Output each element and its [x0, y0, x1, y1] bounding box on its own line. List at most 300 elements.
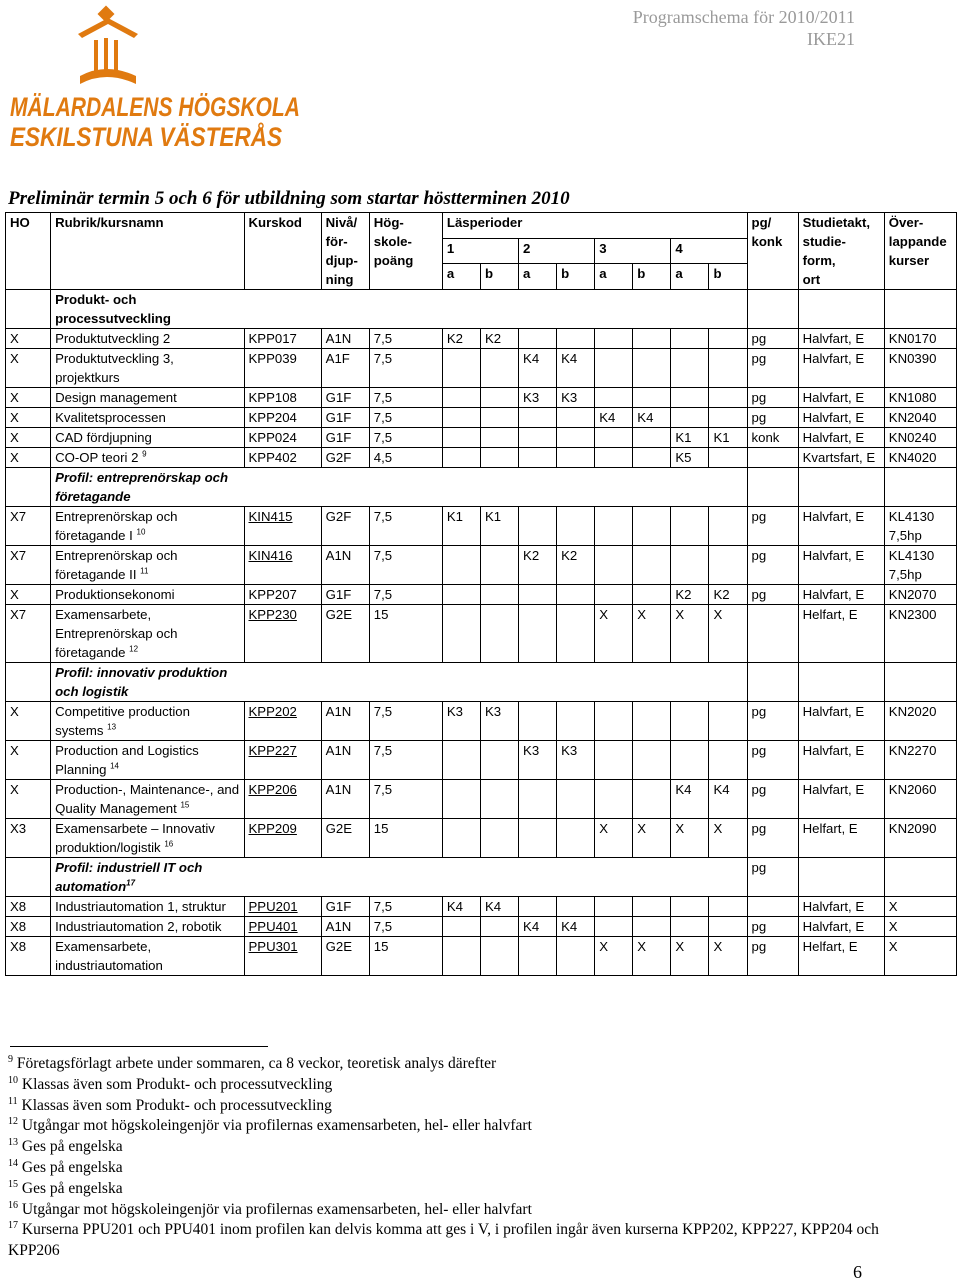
table-row — [6, 408, 957, 428]
cell-period — [480, 819, 518, 858]
course-name: Production-, Maintenance-, and Quality Management — [55, 782, 240, 816]
cell-period: K2 — [557, 546, 595, 585]
cell-period — [442, 349, 480, 388]
section-title — [51, 663, 747, 702]
footnotes — [8, 1054, 908, 1262]
cell-period — [442, 937, 480, 976]
cell-period — [557, 937, 595, 976]
cell-period — [480, 448, 518, 468]
cell-period — [671, 507, 709, 546]
cell-period — [595, 507, 633, 546]
period-3: 3 — [595, 238, 671, 264]
cell-period — [557, 329, 595, 349]
course-name: CAD fördjupning — [55, 430, 152, 445]
cell-pg — [747, 448, 798, 468]
cell-period — [442, 448, 480, 468]
cell-pg: pg — [747, 780, 798, 819]
cell-period — [519, 819, 557, 858]
course-name: Production and Logistics Planning — [55, 743, 199, 777]
cell-period — [442, 605, 480, 663]
cell-period — [595, 917, 633, 937]
cell-credits: 7,5 — [369, 388, 442, 408]
footnote-number: 17 — [8, 1220, 18, 1232]
col-pg: pg/ konk — [747, 213, 798, 290]
cell-period: X — [709, 937, 747, 976]
cell-overlap: KN4020 — [884, 448, 956, 468]
section-row — [6, 468, 957, 507]
cell-ho: X3 — [6, 819, 51, 858]
footnote-text: Ges på engelska — [21, 1138, 123, 1156]
cell-ho — [6, 663, 51, 702]
logo-line-1: MÄLARDALENS HÖGSKOLA — [10, 92, 300, 122]
cell-period: X — [633, 819, 671, 858]
table-row — [6, 819, 957, 858]
cell-period — [671, 349, 709, 388]
cell-pg: pg — [747, 819, 798, 858]
cell-ho — [6, 468, 51, 507]
cell-period: K3 — [442, 702, 480, 741]
cell-overlap — [884, 663, 956, 702]
cell-pg — [747, 605, 798, 663]
cell-course-code: KPP209 — [244, 819, 321, 858]
cell-course-code: KIN415 — [244, 507, 321, 546]
cell-period — [671, 408, 709, 428]
cell-period — [480, 349, 518, 388]
cell-period: X — [671, 937, 709, 976]
sub-period: a — [671, 264, 709, 290]
table-header — [6, 213, 957, 290]
period-4: 4 — [671, 238, 747, 264]
cell-period: K4 — [709, 780, 747, 819]
cell-course-code: KPP024 — [244, 428, 321, 448]
cell-period: K1 — [671, 428, 709, 448]
cell-credits: 7,5 — [369, 780, 442, 819]
cell-pg: pg — [747, 349, 798, 388]
cell-period — [709, 917, 747, 937]
cell-level: G2E — [321, 819, 369, 858]
cell-period — [442, 741, 480, 780]
cell-level: G1F — [321, 897, 369, 917]
footnote-ref: 14 — [110, 761, 119, 771]
col-credits: Hög- skole- poäng — [369, 213, 442, 290]
cell-credits: 7,5 — [369, 428, 442, 448]
cell-course-name — [51, 741, 244, 780]
cell-period: K4 — [633, 408, 671, 428]
table-row — [6, 349, 957, 388]
cell-credits: 7,5 — [369, 546, 442, 585]
cell-study-form: Halvfart, E — [798, 408, 884, 428]
cell-period — [595, 585, 633, 605]
cell-period — [709, 329, 747, 349]
cell-study-form: Halvfart, E — [798, 428, 884, 448]
footnote-text: Utgångar mot högskoleingenjör via profilernas examensarbeten, hel- eller halvfart — [21, 1200, 532, 1218]
cell-course-name — [51, 349, 244, 388]
footnote — [8, 1096, 908, 1117]
cell-pg: konk — [747, 428, 798, 448]
cell-period: K3 — [557, 741, 595, 780]
footnote-ref: 16 — [164, 839, 174, 849]
cell-course-name — [51, 585, 244, 605]
cell-ho: X — [6, 585, 51, 605]
sub-period: b — [633, 264, 671, 290]
cell-period — [480, 780, 518, 819]
cell-pg — [747, 897, 798, 917]
cell-course-name — [51, 937, 244, 976]
cell-course-code: PPU401 — [244, 917, 321, 937]
cell-ho: X — [6, 428, 51, 448]
cell-period — [480, 937, 518, 976]
cell-period — [633, 428, 671, 448]
cell-study-form: Halvfart, E — [798, 702, 884, 741]
cell-course-code: KPP039 — [244, 349, 321, 388]
cell-period: K5 — [671, 448, 709, 468]
cell-study-form: Halvfart, E — [798, 329, 884, 349]
footnote-text: Klassas även som Produkt- och processutveckling — [21, 1096, 332, 1114]
cell-period — [709, 349, 747, 388]
cell-overlap: X — [884, 897, 956, 917]
program-title: Programschema för 2010/2011 — [632, 7, 855, 27]
cell-period: K2 — [480, 329, 518, 349]
cell-pg: pg — [747, 917, 798, 937]
cell-period — [709, 507, 747, 546]
footnote-divider — [10, 1046, 268, 1047]
cell-credits: 7,5 — [369, 741, 442, 780]
cell-overlap: KL4130 7,5hp — [884, 507, 956, 546]
cell-level: A1N — [321, 702, 369, 741]
cell-level: G2F — [321, 448, 369, 468]
cell-period — [519, 448, 557, 468]
cell-period — [442, 917, 480, 937]
cell-credits: 15 — [369, 937, 442, 976]
cell-period: X — [595, 819, 633, 858]
section-title-text: Profil: entreprenörskap och företagande — [55, 470, 229, 504]
logo-line-2: ESKILSTUNA VÄSTERÅS — [10, 122, 337, 152]
section-title — [51, 290, 747, 329]
cell-period — [633, 448, 671, 468]
footnote — [8, 1200, 908, 1221]
table-row — [6, 546, 957, 585]
cell-course-code: PPU201 — [244, 897, 321, 917]
table-row — [6, 702, 957, 741]
cell-period — [595, 388, 633, 408]
cell-credits: 7,5 — [369, 585, 442, 605]
period-1: 1 — [442, 238, 518, 264]
cell-pg: pg — [747, 408, 798, 428]
cell-credits: 7,5 — [369, 349, 442, 388]
course-schedule-table — [5, 212, 957, 976]
cell-period — [671, 897, 709, 917]
cell-ho: X — [6, 741, 51, 780]
col-periods: Läsperioder — [442, 213, 747, 239]
cell-period — [557, 507, 595, 546]
cell-period — [519, 897, 557, 917]
cell-period — [557, 605, 595, 663]
table-row — [6, 897, 957, 917]
table-row — [6, 585, 957, 605]
table-row — [6, 507, 957, 546]
cell-period: K1 — [480, 507, 518, 546]
cell-period: X — [595, 937, 633, 976]
cell-period — [557, 702, 595, 741]
cell-period — [557, 819, 595, 858]
cell-ho: X7 — [6, 605, 51, 663]
cell-period — [480, 428, 518, 448]
course-name: Industriautomation 2, robotik — [55, 919, 222, 934]
cell-credits: 7,5 — [369, 408, 442, 428]
footnote-text: Utgångar mot högskoleingenjör via profilernas examensarbeten, hel- eller halvfart — [21, 1117, 532, 1135]
cell-period — [671, 917, 709, 937]
cell-ho: X8 — [6, 897, 51, 917]
cell-period: X — [709, 819, 747, 858]
cell-ho — [6, 858, 51, 897]
cell-course-name — [51, 917, 244, 937]
cell-pg — [747, 468, 798, 507]
col-level: Nivå/ för- djup- ning — [321, 213, 369, 290]
footnote — [8, 1054, 908, 1075]
course-name: Produktutveckling 3, projektkurs — [55, 351, 174, 385]
course-name: Design management — [55, 390, 177, 405]
cell-overlap: KN2300 — [884, 605, 956, 663]
cell-ho: X — [6, 408, 51, 428]
cell-overlap: KN2040 — [884, 408, 956, 428]
cell-overlap: X — [884, 917, 956, 937]
footnote-number: 15 — [8, 1178, 18, 1190]
cell-period — [442, 819, 480, 858]
cell-overlap — [884, 858, 956, 897]
cell-credits: 7,5 — [369, 702, 442, 741]
cell-level: A1N — [321, 741, 369, 780]
cell-period — [595, 349, 633, 388]
cell-credits: 7,5 — [369, 329, 442, 349]
cell-study-form: Halvfart, E — [798, 349, 884, 388]
cell-period — [595, 780, 633, 819]
footnote-text: Ges på engelska — [21, 1179, 123, 1197]
cell-period: K4 — [480, 897, 518, 917]
cell-period: K2 — [442, 329, 480, 349]
cell-period: X — [709, 605, 747, 663]
cell-period — [709, 448, 747, 468]
cell-course-name — [51, 388, 244, 408]
section-title-text: Profil: innovativ produktion och logistik — [55, 665, 228, 699]
cell-course-code: KPP108 — [244, 388, 321, 408]
cell-overlap: KN2090 — [884, 819, 956, 858]
cell-period — [633, 780, 671, 819]
cell-period — [595, 428, 633, 448]
cell-course-name — [51, 605, 244, 663]
footnote-ref: 13 — [107, 722, 117, 732]
cell-period — [633, 917, 671, 937]
cell-period — [709, 741, 747, 780]
cell-credits: 7,5 — [369, 897, 442, 917]
course-name: Examensarbete, Entreprenörskap och företagande — [55, 607, 178, 660]
cell-study-form: Halvfart, E — [798, 585, 884, 605]
cell-ho: X8 — [6, 917, 51, 937]
cell-course-name — [51, 702, 244, 741]
cell-period — [480, 585, 518, 605]
cell-period: K4 — [557, 917, 595, 937]
cell-period — [671, 388, 709, 408]
cell-period — [671, 546, 709, 585]
cell-course-code: KPP227 — [244, 741, 321, 780]
table-row — [6, 937, 957, 976]
footnote — [8, 1220, 908, 1262]
footnote-number: 14 — [8, 1157, 18, 1169]
page-header — [633, 6, 855, 50]
cell-ho: X — [6, 388, 51, 408]
cell-course-code: KPP017 — [244, 329, 321, 349]
cell-pg: pg — [747, 546, 798, 585]
cell-course-name — [51, 819, 244, 858]
cell-overlap: KN0170 — [884, 329, 956, 349]
cell-period — [633, 702, 671, 741]
cell-period — [633, 329, 671, 349]
cell-course-name — [51, 428, 244, 448]
cell-pg: pg — [747, 937, 798, 976]
footnote-ref: 15 — [180, 800, 190, 810]
cell-period: K3 — [557, 388, 595, 408]
cell-period — [671, 329, 709, 349]
cell-period — [595, 897, 633, 917]
section-title-text: Produkt- och processutveckling — [55, 292, 171, 326]
cell-course-name — [51, 507, 244, 546]
sub-period: b — [557, 264, 595, 290]
cell-period — [480, 408, 518, 428]
cell-period — [633, 897, 671, 917]
cell-level: A1F — [321, 349, 369, 388]
section-row — [6, 858, 957, 897]
section-title — [51, 858, 747, 897]
cell-period — [557, 780, 595, 819]
cell-ho: X — [6, 448, 51, 468]
table-row — [6, 917, 957, 937]
cell-period — [442, 388, 480, 408]
table-row — [6, 741, 957, 780]
program-code: IKE21 — [807, 29, 855, 49]
cell-period — [480, 741, 518, 780]
cell-course-name — [51, 897, 244, 917]
cell-credits: 15 — [369, 605, 442, 663]
cell-period — [633, 388, 671, 408]
cell-level: A1N — [321, 546, 369, 585]
sub-period: b — [480, 264, 518, 290]
sub-period: a — [595, 264, 633, 290]
cell-period — [557, 428, 595, 448]
course-name: Entreprenörskap och företagande I — [55, 509, 178, 543]
cell-period — [557, 448, 595, 468]
col-overlap: Över- lappande kurser — [884, 213, 956, 290]
cell-period: X — [633, 937, 671, 976]
cell-credits: 7,5 — [369, 917, 442, 937]
cell-period: K2 — [519, 546, 557, 585]
footnote — [8, 1116, 908, 1137]
footnote-text: Kurserna PPU201 och PPU401 inom profilen kan delvis komma att ges i V, i profilen ingår även kurserna KPP202, KPP227, KPP204 och KPP206 — [8, 1221, 879, 1260]
cell-period — [633, 349, 671, 388]
course-name: Industriautomation 1, struktur — [55, 899, 226, 914]
cell-period: K4 — [519, 917, 557, 937]
cell-course-name — [51, 780, 244, 819]
cell-study-form: Halvfart, E — [798, 780, 884, 819]
section-title-text: Profil: industriell IT och automation — [55, 860, 203, 894]
footnote-number: 10 — [8, 1074, 18, 1086]
cell-level: G1F — [321, 408, 369, 428]
cell-period — [595, 448, 633, 468]
cell-pg — [747, 290, 798, 329]
cell-study-form — [798, 663, 884, 702]
cell-period — [595, 329, 633, 349]
footnote-ref: 11 — [140, 566, 149, 576]
footnote — [8, 1179, 908, 1200]
cell-period: K3 — [519, 741, 557, 780]
cell-pg: pg — [747, 702, 798, 741]
cell-period — [519, 329, 557, 349]
cell-period: K4 — [595, 408, 633, 428]
footnote-text: Klassas även som Produkt- och processutveckling — [21, 1075, 333, 1093]
course-name: Examensarbete – Innovativ produktion/logistik — [55, 821, 215, 855]
cell-overlap: KN2270 — [884, 741, 956, 780]
cell-course-code: KPP202 — [244, 702, 321, 741]
cell-period — [519, 428, 557, 448]
cell-period — [633, 507, 671, 546]
sub-period: a — [519, 264, 557, 290]
cell-course-code: KIN416 — [244, 546, 321, 585]
footnote-ref: 10 — [136, 527, 146, 537]
page-title: Preliminär termin 5 och 6 för utbildning som startar höstterminen 2010 — [8, 188, 570, 209]
cell-period — [709, 388, 747, 408]
footnote-ref: 17 — [126, 878, 136, 888]
course-name: Produktionsekonomi — [55, 587, 175, 602]
cell-period — [519, 702, 557, 741]
table-row — [6, 605, 957, 663]
col-name: Rubrik/kursnamn — [51, 213, 244, 290]
col-ho: HO — [6, 213, 51, 290]
cell-course-name — [51, 408, 244, 428]
cell-ho — [6, 290, 51, 329]
cell-study-form: Halvfart, E — [798, 507, 884, 546]
cell-ho: X — [6, 780, 51, 819]
cell-period — [633, 741, 671, 780]
cell-study-form: Helfart, E — [798, 937, 884, 976]
footnote-number: 16 — [8, 1199, 18, 1211]
cell-pg: pg — [747, 858, 798, 897]
university-logo — [8, 4, 337, 154]
cell-period — [595, 741, 633, 780]
cell-level: G2E — [321, 937, 369, 976]
course-name: Competitive production systems — [55, 704, 190, 738]
cell-period — [557, 897, 595, 917]
cell-overlap: KN2060 — [884, 780, 956, 819]
cell-period: K4 — [519, 349, 557, 388]
cell-period — [633, 585, 671, 605]
cell-credits: 4,5 — [369, 448, 442, 468]
cell-period — [557, 408, 595, 428]
cell-overlap: KN0240 — [884, 428, 956, 448]
cell-study-form: Helfart, E — [798, 819, 884, 858]
cell-period — [595, 702, 633, 741]
sub-period: a — [442, 264, 480, 290]
footnote — [8, 1158, 908, 1179]
cell-course-code: KPP402 — [244, 448, 321, 468]
cell-level: A1N — [321, 780, 369, 819]
cell-period — [595, 546, 633, 585]
table-body — [6, 290, 957, 976]
cell-credits: 7,5 — [369, 507, 442, 546]
cell-period — [709, 702, 747, 741]
table-row — [6, 780, 957, 819]
cell-level: A1N — [321, 917, 369, 937]
table-row — [6, 329, 957, 349]
cell-study-form: Halvfart, E — [798, 546, 884, 585]
cell-course-code: KPP204 — [244, 408, 321, 428]
